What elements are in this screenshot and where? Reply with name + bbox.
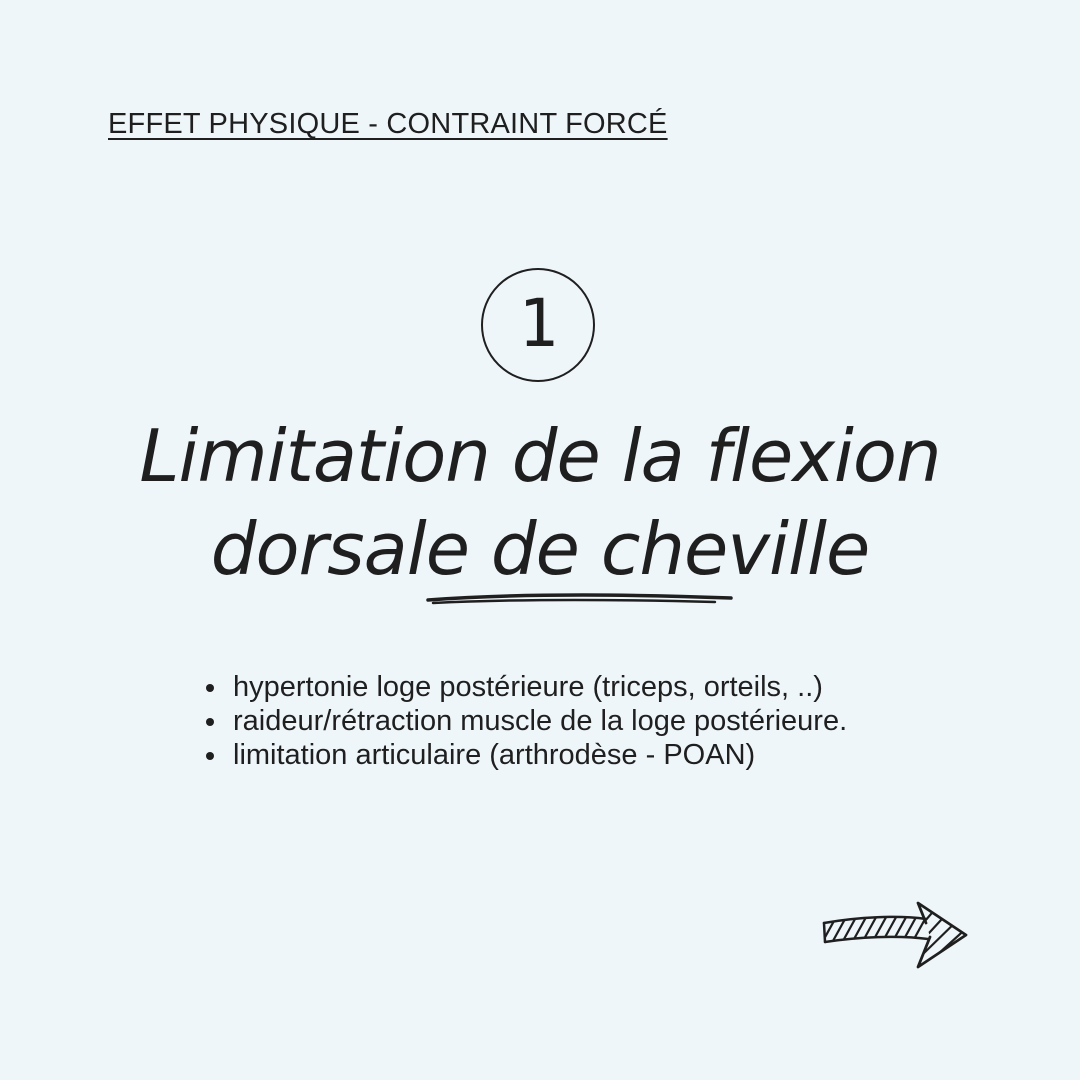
next-arrow-icon[interactable] (818, 895, 973, 975)
bullet-list (206, 670, 966, 772)
step-number: 1 (518, 285, 558, 362)
section-label: EFFET PHYSIQUE - CONTRAINT FORCÉ (108, 108, 668, 140)
list-item: raideur/rétraction muscle de la loge postérieure. (206, 704, 966, 738)
title-line-1: Limitation de la flexion (139, 414, 941, 498)
step-number-badge (481, 268, 595, 382)
title-line-2: dorsale de cheville (210, 507, 870, 591)
hand-drawn-underline-icon (425, 587, 737, 609)
list-item: limitation articulaire (arthrodèse - POAN) (206, 738, 966, 772)
list-item: hypertonie loge postérieure (triceps, orteils, ..) (206, 670, 966, 704)
page-title (0, 410, 1080, 596)
